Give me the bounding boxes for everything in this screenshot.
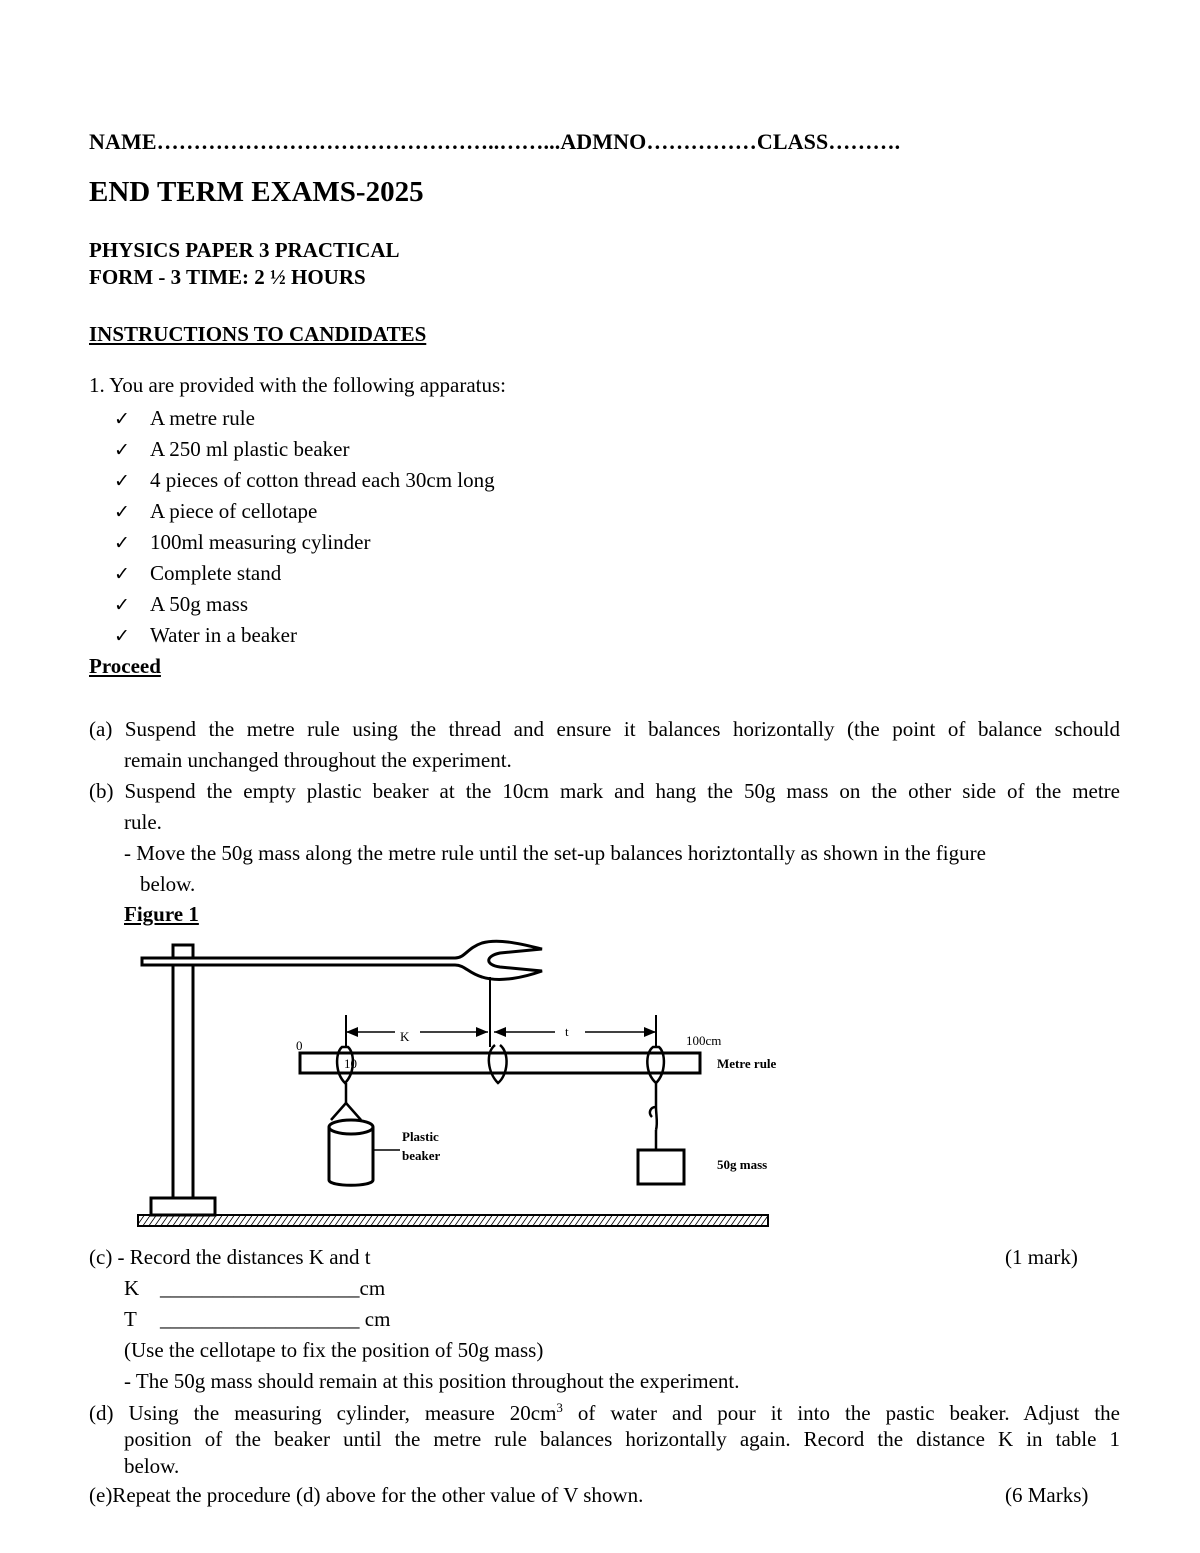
step-d-line2: position of the beaker until the metre rule balances horizontally again. Record the distance K in table 1 — [124, 1427, 1120, 1451]
t-answer-blank[interactable]: ___________________ cm — [160, 1307, 391, 1331]
clamp-arm — [142, 941, 542, 979]
label-ten: 10 — [344, 1056, 357, 1071]
t-answer-label: T — [124, 1307, 137, 1331]
subject-heading: PHYSICS PAPER 3 PRACTICAL — [89, 238, 400, 262]
step-d-line1: (d) Using the measuring cylinder, measure $20cm^3$ of water and pour it into the pastic beaker. Adjust the — [89, 1400, 1121, 1425]
instructions-heading: INSTRUCTIONS TO CANDIDATES — [89, 322, 427, 346]
name-admno-class-line[interactable]: NAME………………………………………..……...ADMNO……………CLASS………. — [89, 129, 901, 154]
check-icon: ✓ — [114, 502, 130, 523]
step-c-marks: (1 mark) — [1005, 1245, 1078, 1269]
figure-1-diagram — [130, 935, 790, 1235]
apparatus-intro: 1. You are provided with the following apparatus: — [89, 373, 507, 397]
k-answer-blank[interactable]: ___________________cm — [160, 1276, 386, 1300]
check-icon: ✓ — [114, 564, 130, 585]
metre-rule — [300, 1053, 700, 1073]
label-t: t — [565, 1024, 569, 1039]
step-d-line3: below. — [124, 1454, 180, 1478]
step-e-marks: (6 Marks) — [1005, 1483, 1089, 1507]
list-item: 100ml measuring cylinder — [150, 530, 371, 554]
list-item: A 50g mass — [150, 592, 249, 616]
step-c-note2: - The 50g mass should remain at this position throughout the experiment. — [124, 1369, 740, 1393]
list-item: 4 pieces of cotton thread each 30cm long — [150, 468, 495, 492]
step-b-line2: rule. — [124, 810, 162, 834]
label-zero: 0 — [296, 1038, 303, 1053]
label-100cm: 100cm — [686, 1033, 722, 1048]
step-c-line1: (c) - Record the distances K and t — [89, 1245, 371, 1269]
label-beaker: beaker — [402, 1148, 441, 1163]
label-metre-rule: Metre rule — [717, 1056, 777, 1071]
plastic-beaker — [329, 1127, 373, 1185]
form-time-heading: FORM - 3 TIME: 2 ½ HOURS — [89, 265, 366, 289]
figure-label: Figure 1 — [124, 902, 199, 926]
exam-title: END TERM EXAMS-2025 — [89, 176, 424, 208]
check-icon: ✓ — [114, 595, 130, 616]
check-icon: ✓ — [114, 471, 130, 492]
step-b-line4: below. — [140, 872, 196, 896]
mass-block — [638, 1150, 684, 1184]
list-item: A piece of cellotape — [150, 499, 318, 523]
label-50g-mass: 50g mass — [717, 1157, 768, 1172]
proceed-heading: Proceed — [89, 654, 161, 678]
check-icon: ✓ — [114, 626, 130, 647]
step-b-line1: (b) Suspend the empty plastic beaker at the 10cm mark and hang the 50g mass on the other side of the metre — [89, 779, 1120, 803]
ground-surface — [138, 1215, 768, 1226]
check-icon: ✓ — [114, 409, 130, 430]
check-icon: ✓ — [114, 440, 130, 461]
stand-base — [151, 1198, 215, 1215]
list-item: A 250 ml plastic beaker — [150, 437, 350, 461]
list-item: Water in a beaker — [150, 623, 297, 647]
step-a-line2: remain unchanged throughout the experiment. — [124, 748, 512, 772]
label-plastic: Plastic — [402, 1129, 439, 1144]
label-k: K — [400, 1029, 410, 1044]
step-b-line3: - Move the 50g mass along the metre rule until the set-up balances horiztontally as shown in the figure — [124, 841, 986, 865]
k-answer-label: K — [124, 1276, 140, 1300]
step-a-line1: (a) Suspend the metre rule using the thread and ensure it balances horizontally (the point of balance schould — [89, 717, 1120, 741]
stand-rod — [173, 945, 193, 1198]
list-item: Complete stand — [150, 561, 282, 585]
step-e-line: (e)Repeat the procedure (d) above for the other value of V shown. — [89, 1483, 644, 1507]
step-c-note1: (Use the cellotape to fix the position of 50g mass) — [124, 1338, 544, 1362]
check-icon: ✓ — [114, 533, 130, 554]
list-item: A metre rule — [150, 406, 255, 430]
